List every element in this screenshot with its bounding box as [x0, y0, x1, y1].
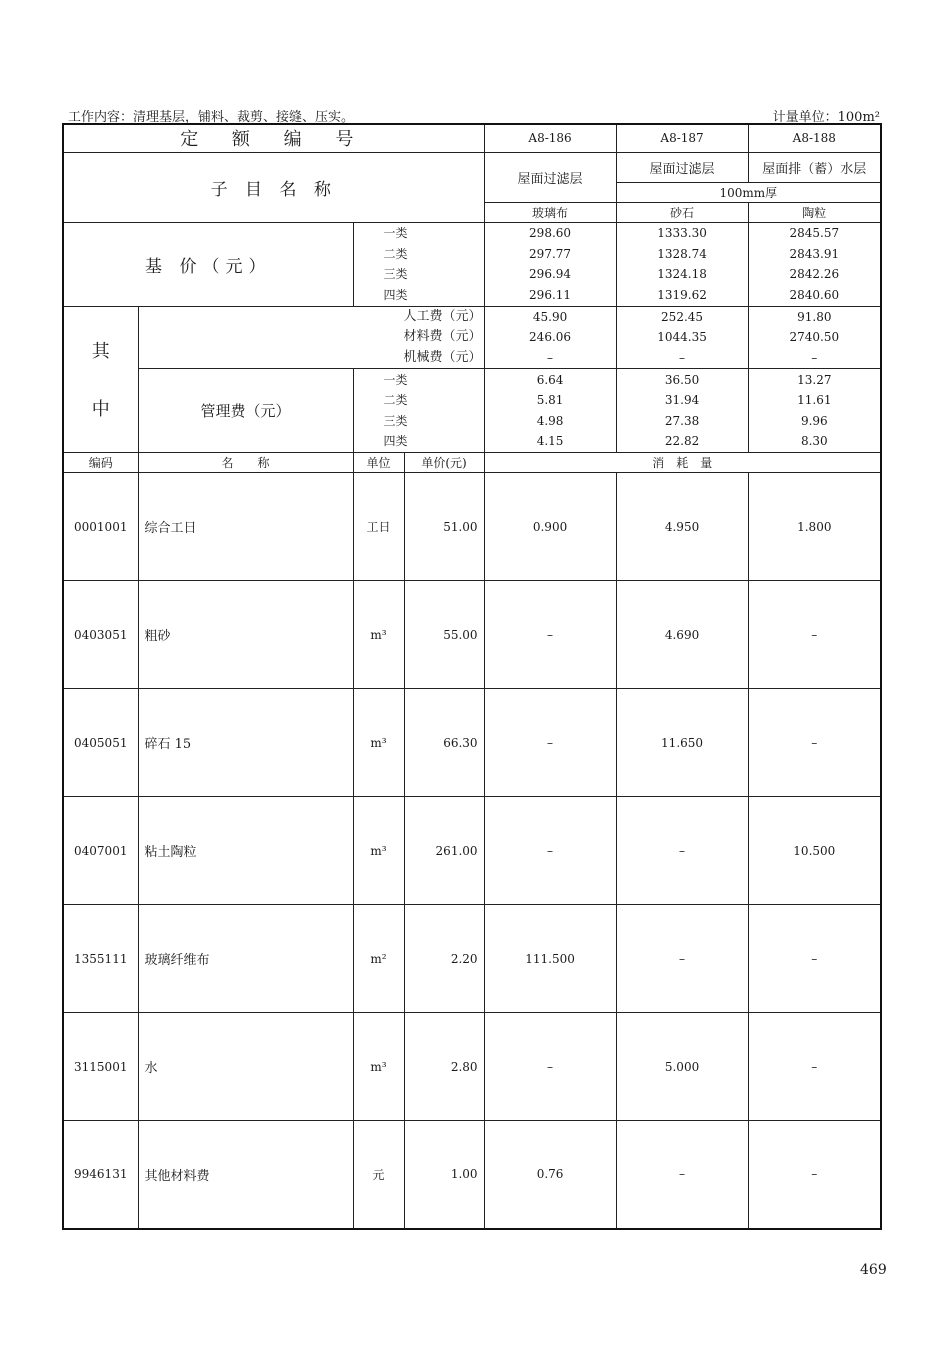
page-number: 469 — [860, 1262, 887, 1278]
class-label: 三类 — [383, 413, 408, 428]
price-value: 2843.91 — [789, 246, 840, 261]
price-value: 1328.74 — [657, 246, 707, 261]
management-values — [616, 369, 748, 453]
item-qty: – — [484, 1013, 616, 1121]
class-label: 二类 — [383, 393, 408, 407]
class-label: 二类 — [383, 246, 408, 261]
table-row — [63, 689, 881, 797]
item-code: 0403051 — [63, 581, 138, 689]
item-qty: 10.500 — [748, 797, 881, 905]
management-classes — [353, 369, 484, 453]
work-content: 工作内容：清理基层，铺料、裁剪、接缝、压实。 — [68, 110, 355, 125]
table-row — [63, 1013, 881, 1121]
management-fee-label: 管理费（元） — [138, 369, 353, 453]
fee-value: – — [679, 350, 686, 365]
thickness: 100mm厚 — [616, 182, 881, 202]
among-char: 中 — [91, 399, 110, 421]
item-unit: m³ — [353, 581, 404, 689]
item-price: 55.00 — [404, 581, 484, 689]
table-row — [63, 797, 881, 905]
table-row — [63, 905, 881, 1013]
table-row — [63, 581, 881, 689]
item-qty: – — [484, 797, 616, 905]
base-price-label: 基 价（元） — [63, 222, 353, 306]
item-name: 粘土陶粒 — [138, 797, 353, 905]
fee-value: 1044.35 — [657, 330, 707, 344]
item-qty: 4.950 — [616, 473, 748, 581]
price-value: 297.77 — [529, 246, 572, 261]
item-name: 屋面过滤层 — [484, 152, 616, 202]
price-value: 2845.57 — [789, 226, 840, 240]
item-qty: – — [616, 1121, 748, 1229]
item-spec: 玻璃布 — [484, 202, 616, 222]
item-name: 其他材料费 — [138, 1121, 353, 1229]
item-code: 9946131 — [63, 1121, 138, 1229]
mgmt-value: 4.98 — [536, 413, 564, 428]
item-qty: – — [484, 581, 616, 689]
labor-fee-label: 人工费（元） — [403, 308, 482, 324]
item-qty: 5.000 — [616, 1013, 748, 1121]
base-price-classes — [353, 222, 484, 306]
item-qty: – — [484, 689, 616, 797]
price-value: 298.60 — [529, 226, 572, 240]
item-qty: – — [748, 1121, 881, 1229]
among-char: 其 — [91, 341, 110, 363]
price-value: 296.11 — [529, 287, 572, 302]
item-qty: – — [748, 581, 881, 689]
table-row — [63, 1121, 881, 1229]
item-qty: – — [616, 905, 748, 1013]
class-label: 一类 — [383, 372, 408, 387]
mgmt-value: 36.50 — [664, 372, 700, 387]
item-code: 0407001 — [63, 797, 138, 905]
item-price: 1.00 — [404, 1121, 484, 1229]
fee-value: 252.45 — [661, 309, 704, 324]
among-label — [63, 306, 138, 453]
mgmt-value: 8.30 — [800, 434, 828, 448]
fee-value: 45.90 — [532, 309, 568, 324]
mgmt-value: 13.27 — [797, 372, 832, 387]
base-price-values — [484, 222, 616, 306]
mgmt-value: 5.81 — [536, 393, 564, 407]
item-name: 屋面排（蓄）水层 — [748, 152, 881, 182]
class-label: 一类 — [383, 226, 408, 240]
item-code: 3115001 — [63, 1013, 138, 1121]
item-spec: 砂石 — [616, 202, 748, 222]
quota-code: A8-186 — [484, 124, 616, 152]
item-unit: m³ — [353, 797, 404, 905]
mgmt-value: 22.82 — [664, 434, 700, 448]
item-unit: m³ — [353, 1013, 404, 1121]
class-label: 四类 — [383, 434, 408, 448]
item-name-label: 子 目 名 称 — [63, 152, 484, 222]
item-qty: – — [748, 689, 881, 797]
item-qty: – — [748, 1013, 881, 1121]
item-qty: 0.900 — [484, 473, 616, 581]
fee-value: – — [547, 350, 554, 365]
col-price-header: 单价(元) — [404, 453, 484, 473]
item-spec: 陶粒 — [748, 202, 881, 222]
item-code: 0001001 — [63, 473, 138, 581]
fee-values — [616, 306, 748, 369]
item-unit: 工日 — [353, 473, 404, 581]
item-qty: – — [748, 905, 881, 1013]
item-unit: 元 — [353, 1121, 404, 1229]
fee-labels — [138, 306, 484, 369]
fee-value: 246.06 — [529, 330, 572, 344]
item-unit: m² — [353, 905, 404, 1013]
item-name: 综合工日 — [138, 473, 353, 581]
price-value: 1324.18 — [657, 267, 707, 281]
quota-code: A8-188 — [748, 124, 881, 152]
item-price: 51.00 — [404, 473, 484, 581]
machine-fee-label: 机械费（元） — [403, 349, 482, 365]
mgmt-value: 11.61 — [797, 393, 832, 407]
item-price: 261.00 — [404, 797, 484, 905]
col-code-header: 编码 — [63, 453, 138, 473]
price-value: 1319.62 — [657, 287, 707, 302]
base-price-values — [616, 222, 748, 306]
item-qty: 111.500 — [484, 905, 616, 1013]
mgmt-value: 9.96 — [800, 413, 828, 428]
item-qty: 0.76 — [484, 1121, 616, 1229]
item-name: 水 — [138, 1013, 353, 1121]
item-name: 碎石 15 — [138, 689, 353, 797]
item-name: 玻璃纤维布 — [138, 905, 353, 1013]
item-price: 2.20 — [404, 905, 484, 1013]
item-name: 屋面过滤层 — [616, 152, 748, 182]
mgmt-value: 6.64 — [536, 372, 564, 387]
price-value: 2842.26 — [789, 267, 840, 281]
fee-values — [484, 306, 616, 369]
price-value: 1333.30 — [657, 226, 707, 240]
class-label: 四类 — [383, 287, 408, 302]
class-label: 三类 — [383, 267, 408, 281]
item-qty: – — [616, 797, 748, 905]
mgmt-value: 27.38 — [664, 413, 700, 428]
management-values — [748, 369, 881, 453]
table-row — [63, 473, 881, 581]
fee-value: – — [811, 350, 818, 365]
material-fee-label: 材料费（元） — [403, 329, 482, 344]
item-code: 0405051 — [63, 689, 138, 797]
item-qty: 4.690 — [616, 581, 748, 689]
item-price: 66.30 — [404, 689, 484, 797]
fee-value: 91.80 — [797, 309, 832, 324]
item-qty: 1.800 — [748, 473, 881, 581]
price-value: 2840.60 — [789, 287, 840, 302]
quota-table — [62, 123, 882, 1230]
base-price-values — [748, 222, 881, 306]
measure-unit: 计量单位：100m² — [772, 110, 880, 125]
mgmt-value: 4.15 — [536, 434, 564, 448]
quota-number-label: 定 额 编 号 — [63, 124, 484, 152]
quota-code: A8-187 — [616, 124, 748, 152]
col-unit-header: 单位 — [353, 453, 404, 473]
management-values — [484, 369, 616, 453]
fee-values — [748, 306, 881, 369]
item-qty: 11.650 — [616, 689, 748, 797]
item-name: 粗砂 — [138, 581, 353, 689]
item-unit: m³ — [353, 689, 404, 797]
price-value: 296.94 — [529, 267, 572, 281]
fee-value: 2740.50 — [789, 330, 840, 344]
mgmt-value: 31.94 — [664, 393, 700, 407]
col-consumption-header: 消 耗 量 — [484, 453, 881, 473]
item-code: 1355111 — [63, 905, 138, 1013]
item-price: 2.80 — [404, 1013, 484, 1121]
col-name-header: 名 称 — [138, 453, 353, 473]
